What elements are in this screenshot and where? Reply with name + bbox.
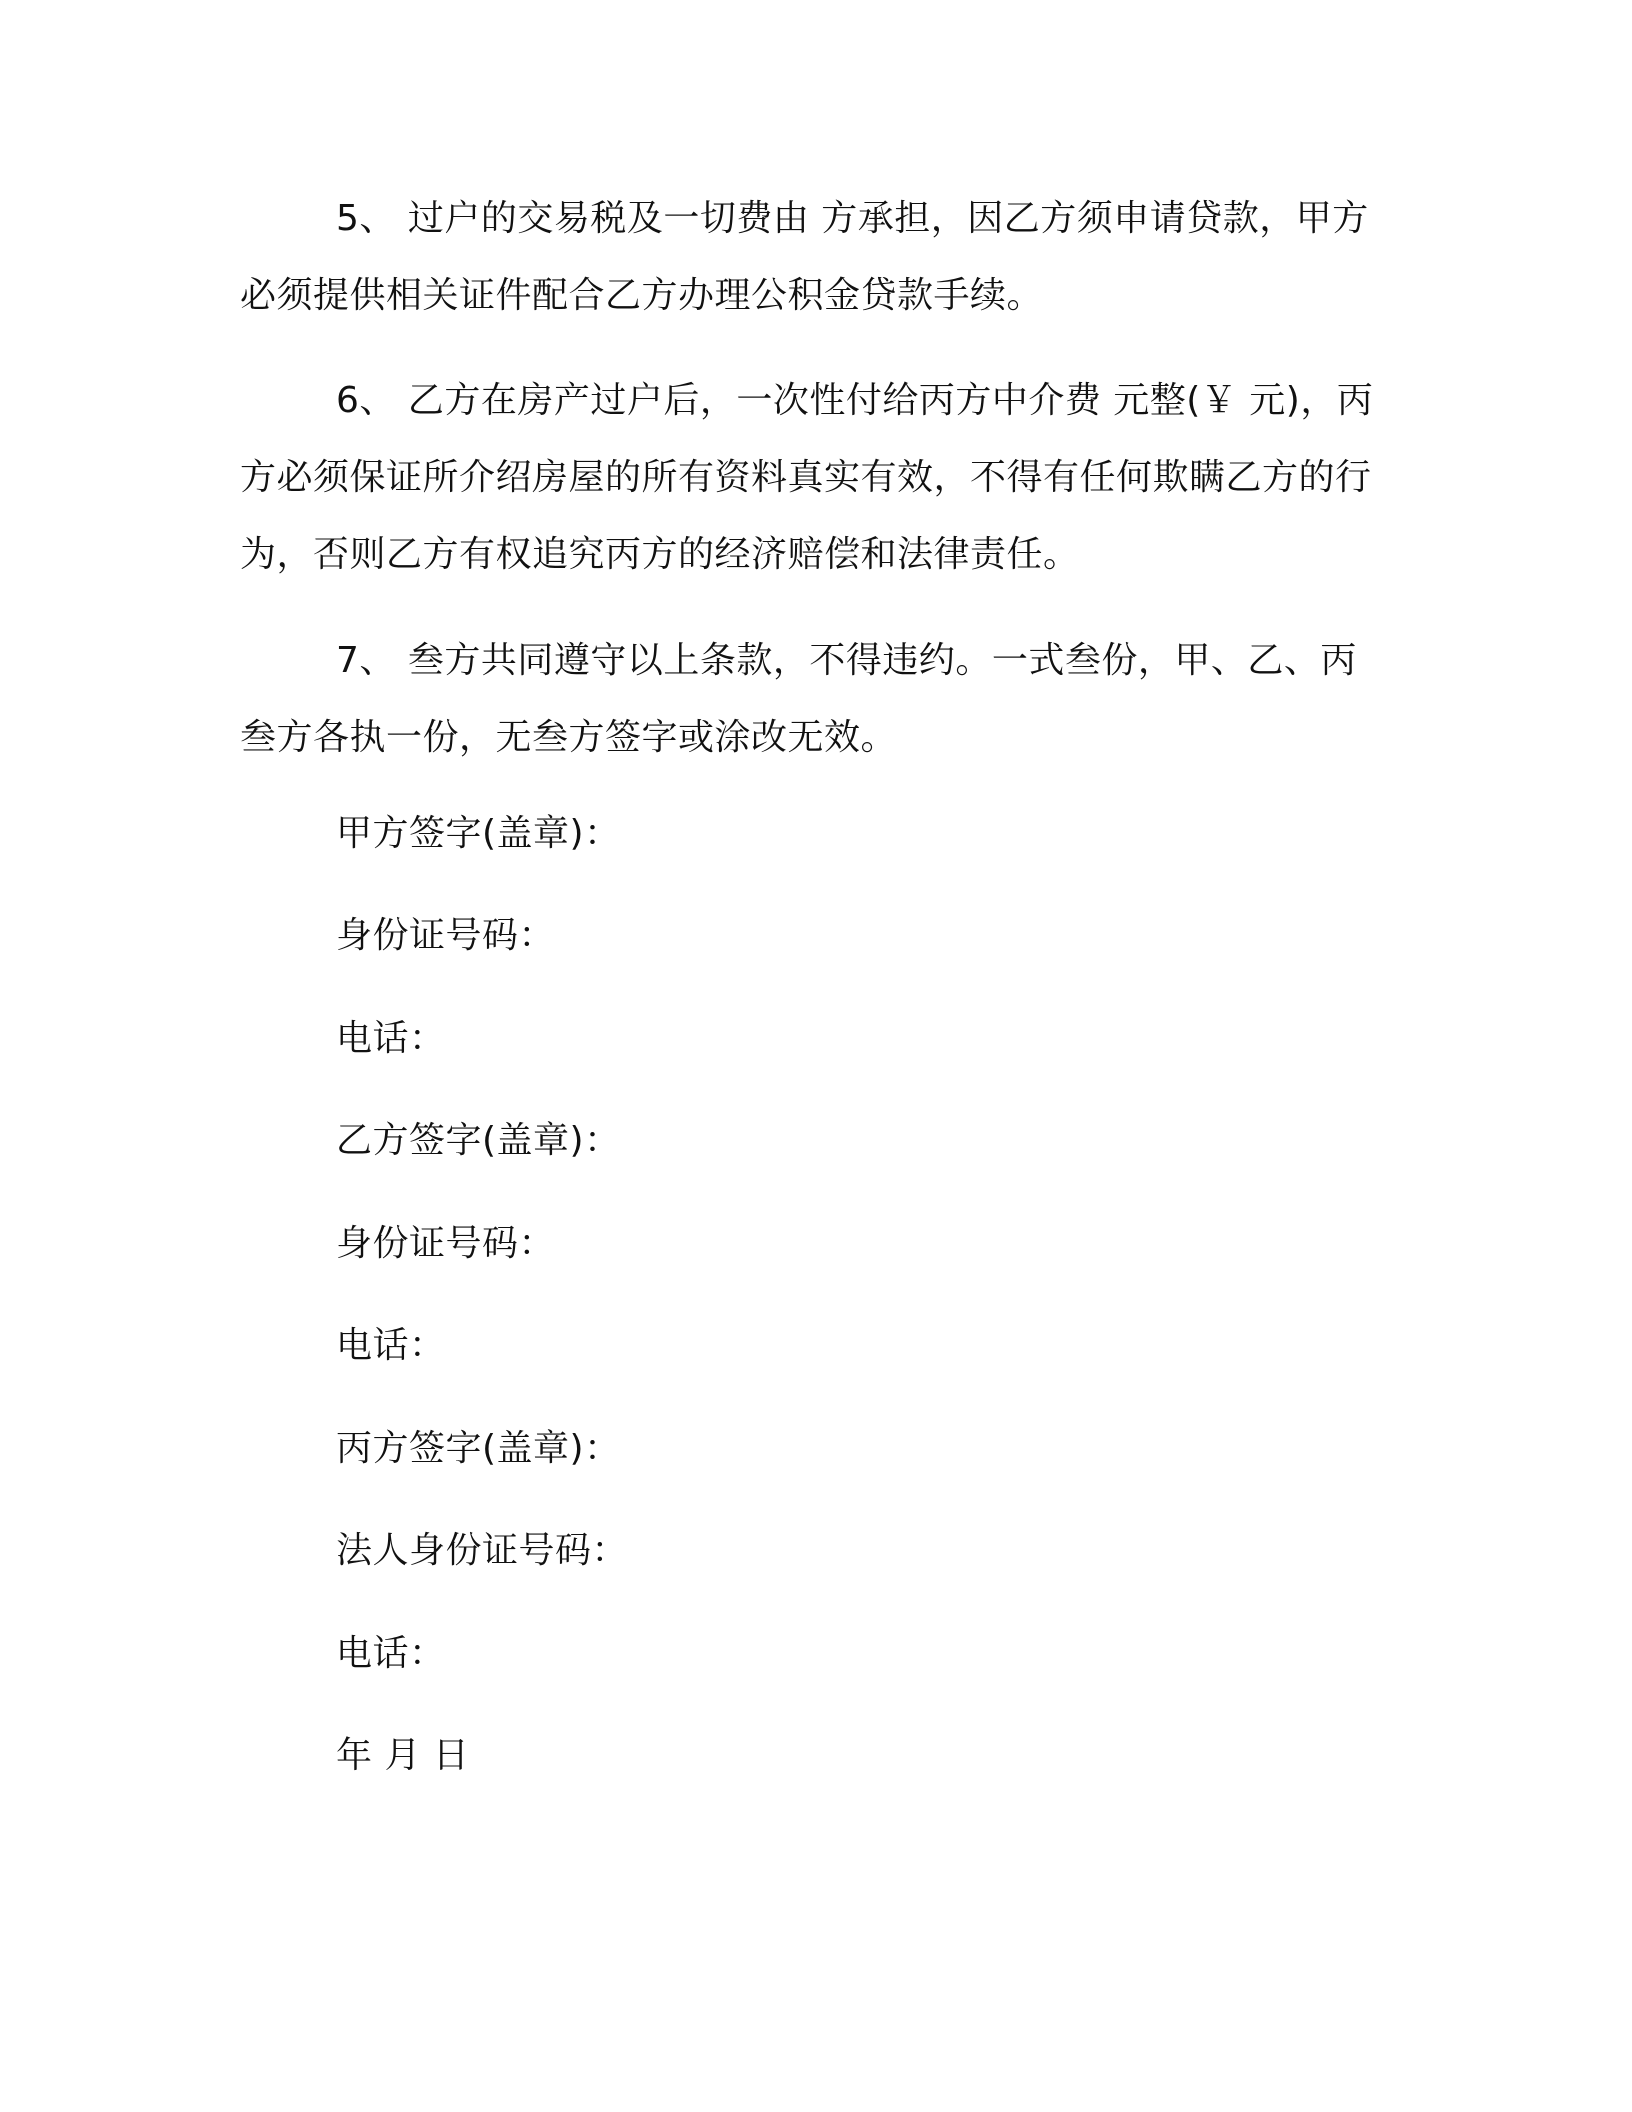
- party-b-phone-label: 电话：: [336, 1325, 446, 1366]
- date-line: 年 月 日: [336, 1735, 470, 1776]
- party-b-id-label: 身份证号码：: [336, 1223, 556, 1264]
- party-a-signature-label: 甲方签字(盖章)：: [336, 813, 621, 854]
- party-c-phone-label: 电话：: [336, 1633, 446, 1674]
- clause-7-compliance: 7、 叁方共同遵守以上条款，不得违约。一式叁份，甲、乙、丙叁方各执一份，无叁方签字或涂改无效。: [240, 640, 1357, 758]
- party-a-phone-label: 电话：: [336, 1018, 446, 1059]
- clause-5-transfer-fees: 5、 过户的交易税及一切费由 方承担，因乙方须申请贷款，甲方必须提供相关证件配合乙方办理公积金贷款手续。: [240, 198, 1369, 316]
- clause-6-agency-fee: 6、 乙方在房产过户后，一次性付给丙方中介费 元整(￥ 元)，丙方必须保证所介绍房屋的所有资料真实有效，不得有任何欺瞒乙方的行为，否则乙方有权追究丙方的经济赔偿和法律责任。: [240, 380, 1374, 575]
- party-c-legal-id-label: 法人身份证号码：: [336, 1530, 629, 1571]
- party-b-signature-label: 乙方签字(盖章)：: [336, 1120, 621, 1161]
- party-a-id-label: 身份证号码：: [336, 915, 556, 956]
- party-c-signature-label: 丙方签字(盖章)：: [336, 1428, 621, 1469]
